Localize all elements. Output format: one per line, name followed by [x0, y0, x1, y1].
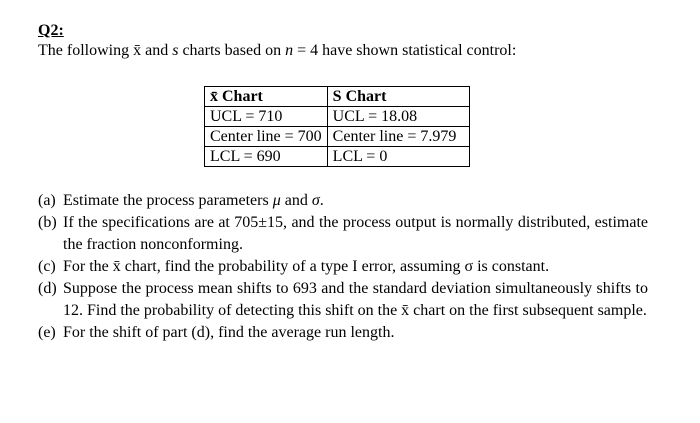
table-cell: LCL = 0	[327, 147, 469, 167]
part-e	[38, 322, 648, 344]
table-cell: Center line = 7.979	[327, 127, 469, 147]
part-label: (d)	[38, 280, 57, 297]
part-text: For the shift of part (d), find the average run length.	[63, 324, 395, 341]
part-b	[38, 212, 648, 256]
table-cell: Center line = 700	[205, 127, 328, 147]
intro-mid: charts based on	[178, 42, 286, 59]
intro-n: n	[285, 42, 294, 59]
table-cell: UCL = 710	[205, 107, 328, 127]
part-label: (c)	[38, 258, 56, 275]
part-text: For the x̄ chart, find the probability of a type I error, assuming σ is constant.	[63, 258, 550, 275]
sigma-symbol: σ	[311, 192, 320, 209]
intro-prefix: The following x̄ and	[38, 42, 173, 59]
part-text: and	[280, 192, 312, 209]
part-c	[38, 256, 648, 278]
part-text: Suppose the process mean shifts to 693 and the standard deviation simultaneously shifts to 12. Find the probability of detecting this shift on the x̄ chart on the first subsequent sample.	[63, 280, 648, 319]
question-intro	[38, 40, 516, 62]
part-label: (e)	[38, 324, 56, 341]
table-row	[205, 107, 470, 127]
mu-symbol: μ	[272, 192, 281, 209]
question-title: Q2:	[38, 22, 64, 39]
table-cell: LCL = 690	[205, 147, 328, 167]
control-limits-table	[204, 86, 470, 167]
table-header-row	[205, 87, 470, 107]
part-text: If the specifications are at 705±15, and the process output is normally distributed, estimate the fraction nonconforming.	[63, 214, 648, 253]
table-cell: UCL = 18.08	[327, 107, 469, 127]
header-xbar-chart: x̄ Chart	[205, 87, 328, 107]
table-row	[205, 147, 470, 167]
header-s-chart: S Chart	[327, 87, 469, 107]
part-text: .	[319, 192, 324, 209]
part-a	[38, 190, 648, 212]
part-label: (a)	[38, 192, 56, 209]
table-row	[205, 127, 470, 147]
intro-s: s	[172, 42, 179, 59]
part-d	[38, 278, 648, 322]
question-parts	[38, 190, 648, 344]
part-text: Estimate the process parameters	[63, 192, 273, 209]
intro-suffix: = 4 have shown statistical control:	[293, 42, 517, 59]
part-label: (b)	[38, 214, 57, 231]
